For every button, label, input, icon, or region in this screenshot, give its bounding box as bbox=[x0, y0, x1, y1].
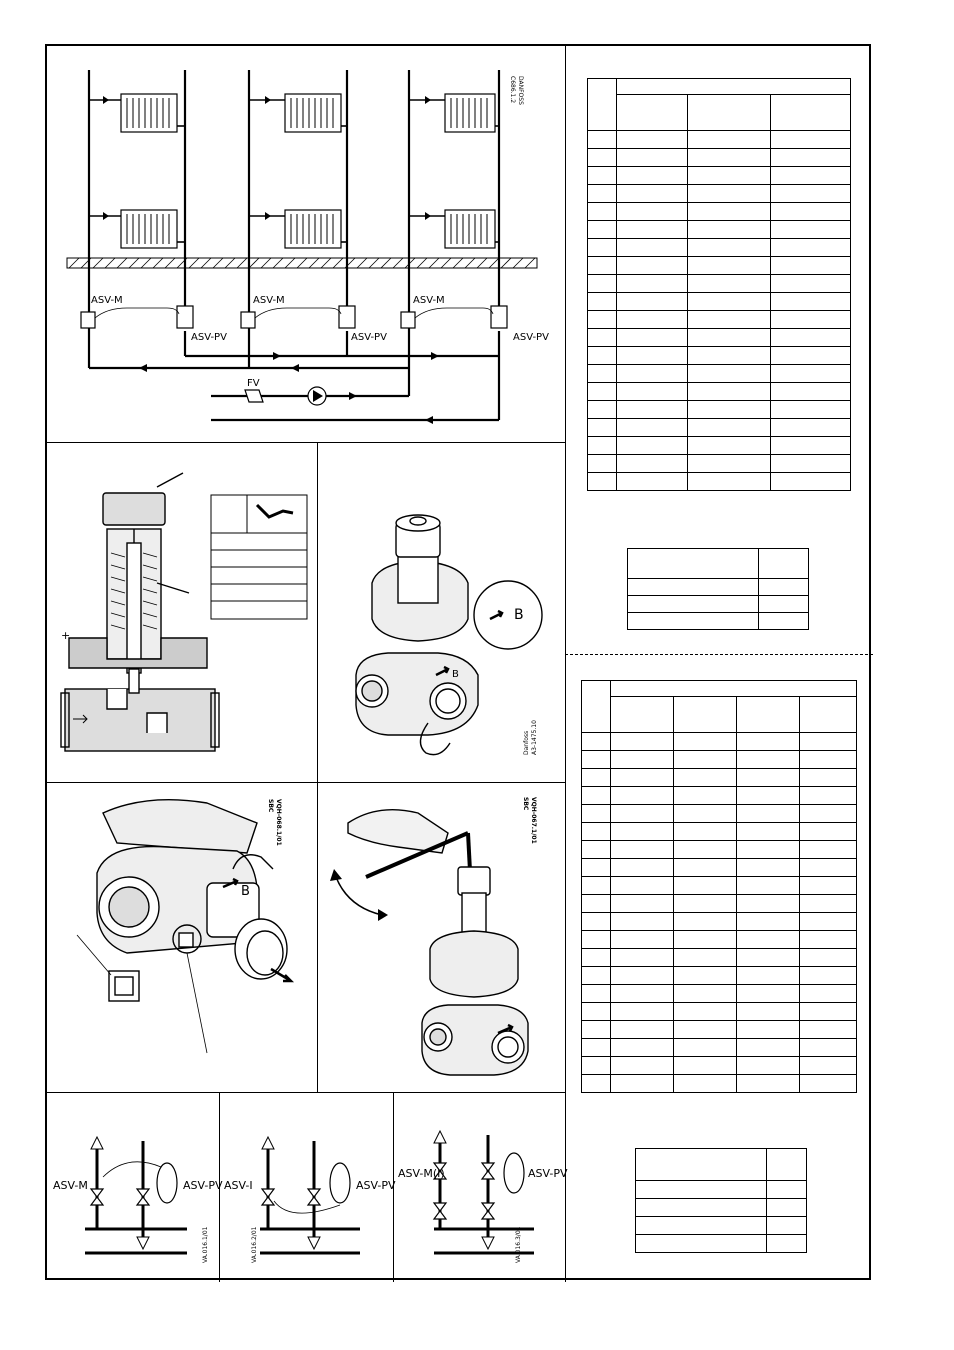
schematic-1 bbox=[47, 1093, 223, 1282]
callout-letter-small: B bbox=[452, 669, 459, 680]
valve-code-2: A3-1475.10 bbox=[531, 720, 538, 755]
drain-valve-isometric bbox=[47, 783, 317, 1092]
schematic-2-code: VA.016.2/01 bbox=[251, 1226, 258, 1263]
drawing-code-2: DANFOSS bbox=[517, 76, 524, 105]
drawing-code-1: C686.1.2 bbox=[509, 76, 516, 104]
adjust-code-1: SBC bbox=[522, 797, 529, 811]
schematic-panel-3 bbox=[394, 1093, 568, 1282]
column-divider bbox=[565, 46, 566, 1282]
data-table-upper bbox=[587, 78, 851, 491]
schematic-3 bbox=[394, 1093, 568, 1282]
valve-view-panel bbox=[318, 443, 565, 782]
document-page bbox=[45, 44, 871, 1280]
schematic-3-code: VA.016.3/01 bbox=[515, 1226, 522, 1263]
schematic-panel-1 bbox=[47, 1093, 223, 1282]
riser-diagram bbox=[47, 46, 565, 442]
schematic-2-right-label: ASV-PV bbox=[356, 1179, 396, 1192]
schematic-1-right-label: ASV-PV bbox=[183, 1179, 223, 1192]
asv-m-label-3: ASV-M bbox=[413, 295, 445, 306]
valve-code-1: Danfoss bbox=[523, 730, 530, 755]
asv-pv-label-2: ASV-PV bbox=[351, 332, 387, 343]
drain-code-1: SBC bbox=[267, 799, 274, 813]
schematic-3-right-label: ASV-PV bbox=[528, 1167, 568, 1180]
adjust-code-2: VQH-067.1/01 bbox=[530, 797, 537, 844]
adjust-view-panel bbox=[318, 783, 565, 1092]
dashed-separator bbox=[565, 654, 873, 655]
schematic-2-left-label: ASV-I bbox=[224, 1179, 253, 1192]
drain-callout-letter: B bbox=[241, 884, 250, 899]
asv-pv-label-1: ASV-PV bbox=[191, 332, 227, 343]
drain-code-2: VQH-068.1/01 bbox=[275, 799, 282, 846]
cross-section-panel bbox=[47, 443, 317, 782]
schematic-2 bbox=[220, 1093, 396, 1282]
valve-isometric bbox=[318, 443, 565, 782]
drain-view-panel bbox=[47, 783, 317, 1092]
asv-m-label-1: ASV-M bbox=[91, 295, 123, 306]
schematic-panel-2 bbox=[220, 1093, 396, 1282]
schematic-3-left-label: ASV-M(I) bbox=[398, 1167, 445, 1180]
riser-diagram-panel bbox=[47, 46, 565, 442]
schematic-1-left-label: ASV-M bbox=[53, 1179, 88, 1192]
callout-letter-large: B bbox=[514, 607, 524, 623]
asv-m-label-2: ASV-M bbox=[253, 295, 285, 306]
valve-adjustment-isometric bbox=[318, 783, 565, 1092]
summary-table-upper bbox=[627, 548, 809, 630]
schematic-1-code: VA.016.1/01 bbox=[202, 1226, 209, 1263]
asv-pv-label-3: ASV-PV bbox=[513, 332, 549, 343]
plus-sign: + bbox=[61, 629, 71, 642]
data-table-lower bbox=[581, 680, 857, 1093]
valve-cross-section bbox=[47, 443, 317, 782]
summary-table-lower bbox=[635, 1148, 807, 1253]
fv-label: FV bbox=[247, 378, 260, 389]
